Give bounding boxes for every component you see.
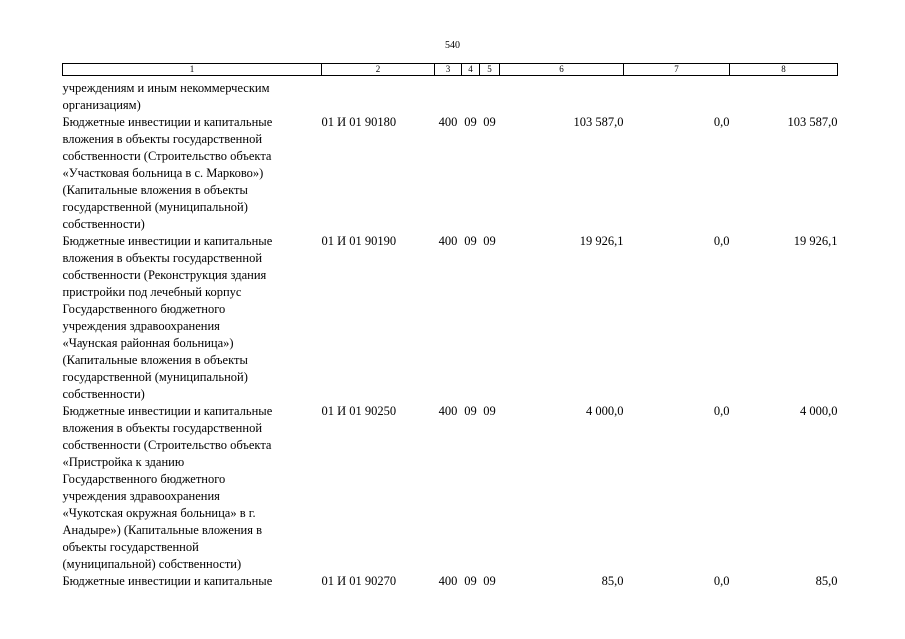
budget-table (62, 63, 838, 590)
row-col-7 (624, 76, 730, 115)
row-code: 01 И 01 90250 (321, 404, 397, 418)
row-name-line: Бюджетные инвестиции и капитальные (62, 404, 273, 418)
row-name-line: объекты государственной (62, 540, 199, 554)
row-name-line: собственности (Строительство объекта (62, 149, 272, 163)
row-col-4: 09 (464, 234, 477, 248)
row-name-line: организациям) (62, 98, 141, 112)
row-name-line: собственности) (62, 387, 145, 401)
row-name-line: «Участковая больница в с. Марково») (62, 166, 264, 180)
row-col-4: 09 (464, 404, 477, 418)
row-name-line: государственной (муниципальной) (62, 370, 248, 384)
column-header-4: 4 (462, 64, 480, 76)
row-name-line: собственности (Строительство объекта (62, 438, 272, 452)
row-name-line: Анадыре») (Капитальные вложения в (62, 523, 263, 537)
row-name (63, 233, 322, 403)
row-name-line: государственной (муниципальной) (62, 200, 248, 214)
row-name-line: Бюджетные инвестиции и капитальные (62, 574, 273, 588)
row-code: 01 И 01 90190 (321, 234, 397, 248)
row-code: 01 И 01 90180 (321, 115, 397, 129)
row-col-5: 09 (483, 234, 496, 248)
row-name-line: собственности (Реконструкция здания (62, 268, 267, 282)
row-col-5: 09 (483, 574, 496, 588)
column-header-1: 1 (63, 64, 322, 76)
row-name-line: вложения в объекты государственной (62, 132, 263, 146)
row-col-8 (730, 76, 838, 115)
row-col-3: 400 (438, 234, 458, 248)
row-code: 01 И 01 90270 (321, 574, 397, 588)
row-col-8: 4 000,0 (800, 404, 838, 418)
column-header-7: 7 (624, 64, 730, 76)
row-name-line: Бюджетные инвестиции и капитальные (62, 115, 273, 129)
row-name-line: (Капитальные вложения в объекты (62, 353, 248, 367)
table-row (63, 114, 838, 233)
row-col-3 (435, 76, 462, 115)
column-header-3: 3 (435, 64, 462, 76)
column-number-header (63, 64, 838, 76)
table-row (63, 573, 838, 590)
column-header-5: 5 (480, 64, 500, 76)
column-header-2: 2 (322, 64, 435, 76)
row-name (63, 114, 322, 233)
row-name-line: Государственного бюджетного (62, 472, 226, 486)
row-name-line: (муниципальной) собственности) (62, 557, 242, 571)
row-col-6: 103 587,0 (573, 115, 624, 129)
row-name-line: «Пристройка к зданию (62, 455, 185, 469)
row-col-8: 85,0 (815, 574, 838, 588)
table-row (63, 233, 838, 403)
row-col-4: 09 (464, 574, 477, 588)
row-col-5 (480, 76, 500, 115)
row-name-line: Государственного бюджетного (62, 302, 226, 316)
row-col-7: 0,0 (713, 234, 730, 248)
row-col-4 (462, 76, 480, 115)
row-col-8: 19 926,1 (793, 234, 838, 248)
row-col-5: 09 (483, 404, 496, 418)
row-col-3: 400 (438, 404, 458, 418)
row-name-line: «Чукотская окружная больница» в г. (62, 506, 256, 520)
row-name (63, 76, 322, 115)
table-row (63, 76, 838, 115)
row-col-3: 400 (438, 574, 458, 588)
row-col-6: 19 926,1 (579, 234, 624, 248)
row-name-line: (Капитальные вложения в объекты (62, 183, 248, 197)
row-name-line: учреждениям и иным некоммерческим (62, 81, 270, 95)
row-name-line: пристройки под лечебный корпус (62, 285, 242, 299)
row-col-7: 0,0 (713, 404, 730, 418)
row-col-6: 4 000,0 (586, 404, 624, 418)
row-name-line: вложения в объекты государственной (62, 421, 263, 435)
row-col-6 (500, 76, 624, 115)
row-name-line: учреждения здравоохранения (62, 319, 220, 333)
row-col-6: 85,0 (601, 574, 624, 588)
row-col-4: 09 (464, 115, 477, 129)
row-name-line: «Чаунская районная больница») (62, 336, 234, 350)
row-col-8: 103 587,0 (787, 115, 838, 129)
row-col-7: 0,0 (713, 574, 730, 588)
row-col-5: 09 (483, 115, 496, 129)
table-body (63, 76, 838, 591)
page-number: 540 (445, 40, 460, 51)
row-name-line: Бюджетные инвестиции и капитальные (62, 234, 273, 248)
column-header-8: 8 (730, 64, 838, 76)
row-col-3: 400 (438, 115, 458, 129)
row-name-line: учреждения здравоохранения (62, 489, 220, 503)
row-name (63, 403, 322, 573)
row-name-line: вложения в объекты государственной (62, 251, 263, 265)
row-name-line: собственности) (62, 217, 145, 231)
row-col-7: 0,0 (713, 115, 730, 129)
column-header-6: 6 (500, 64, 624, 76)
row-code (322, 76, 435, 115)
row-name (63, 573, 322, 590)
table-row (63, 403, 838, 573)
